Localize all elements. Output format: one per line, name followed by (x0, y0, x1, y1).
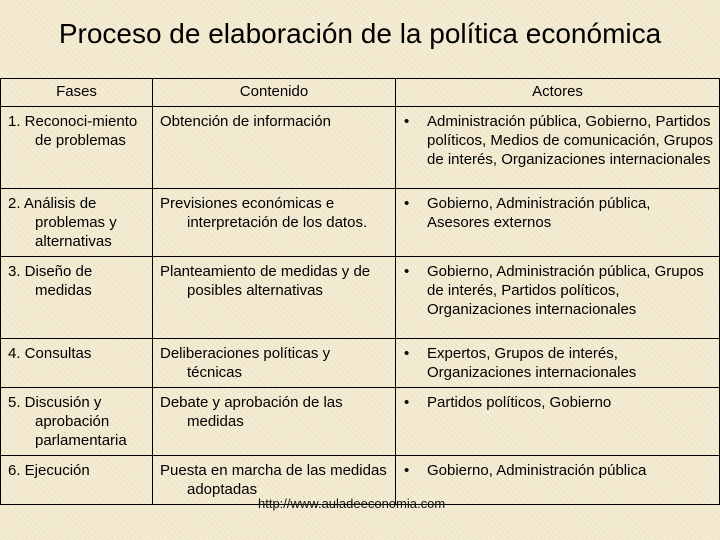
bullet-icon: • (404, 345, 410, 362)
actores-cell: Expertos, Grupos de interés, Organizaciones internacionales (427, 345, 637, 381)
contenido-cell: Debate y aprobación de las medidas (160, 394, 343, 430)
table-row (1, 107, 720, 189)
actores-cell: Gobierno, Administración pública (427, 462, 647, 479)
fase-cell: 4. Consultas (8, 345, 92, 362)
header-actores: Actores (396, 79, 720, 107)
header-contenido: Contenido (153, 79, 396, 107)
page-title: Proceso de elaboración de la política económica (58, 18, 662, 49)
footer-url: http://www.auladeeconomia.com (258, 496, 446, 511)
bullet-icon: • (404, 462, 410, 479)
bullet-icon: • (404, 394, 410, 411)
actores-cell: Administración pública, Gobierno, Partidos políticos, Medios de comunicación, Grupos de interés, Organizaciones internacionales (427, 113, 713, 168)
fase-cell: 1. Reconoci-miento de problemas (8, 113, 138, 149)
table-header-row (1, 79, 720, 107)
fase-cell: 3. Diseño de medidas (8, 263, 93, 299)
table-row (1, 339, 720, 388)
fase-cell: 6. Ejecución (8, 462, 90, 479)
contenido-cell: Puesta en marcha de las medidas adoptadas (160, 462, 387, 498)
contenido-cell: Previsiones económicas e interpretación de los datos. (160, 195, 368, 231)
fase-cell: 2. Análisis de problemas y alternativas (8, 195, 117, 250)
header-fases: Fases (1, 79, 153, 107)
table-row (1, 257, 720, 339)
bullet-icon: • (404, 195, 410, 212)
table-row (1, 388, 720, 456)
contenido-cell: Planteamiento de medidas y de posibles alternativas (160, 263, 371, 299)
process-table (0, 78, 720, 505)
actores-cell: Gobierno, Administración pública, Grupos de interés, Partidos políticos, Organizaciones internacionales (427, 263, 704, 318)
fase-cell: 5. Discusión y aprobación parlamentaria (8, 394, 127, 449)
contenido-cell: Deliberaciones políticas y técnicas (160, 345, 331, 381)
table-row (1, 189, 720, 257)
actores-cell: Gobierno, Administración pública, Asesores externos (427, 195, 651, 231)
bullet-icon: • (404, 263, 410, 280)
bullet-icon: • (404, 113, 410, 130)
actores-cell: Partidos políticos, Gobierno (427, 394, 612, 411)
contenido-cell: Obtención de información (160, 113, 331, 130)
